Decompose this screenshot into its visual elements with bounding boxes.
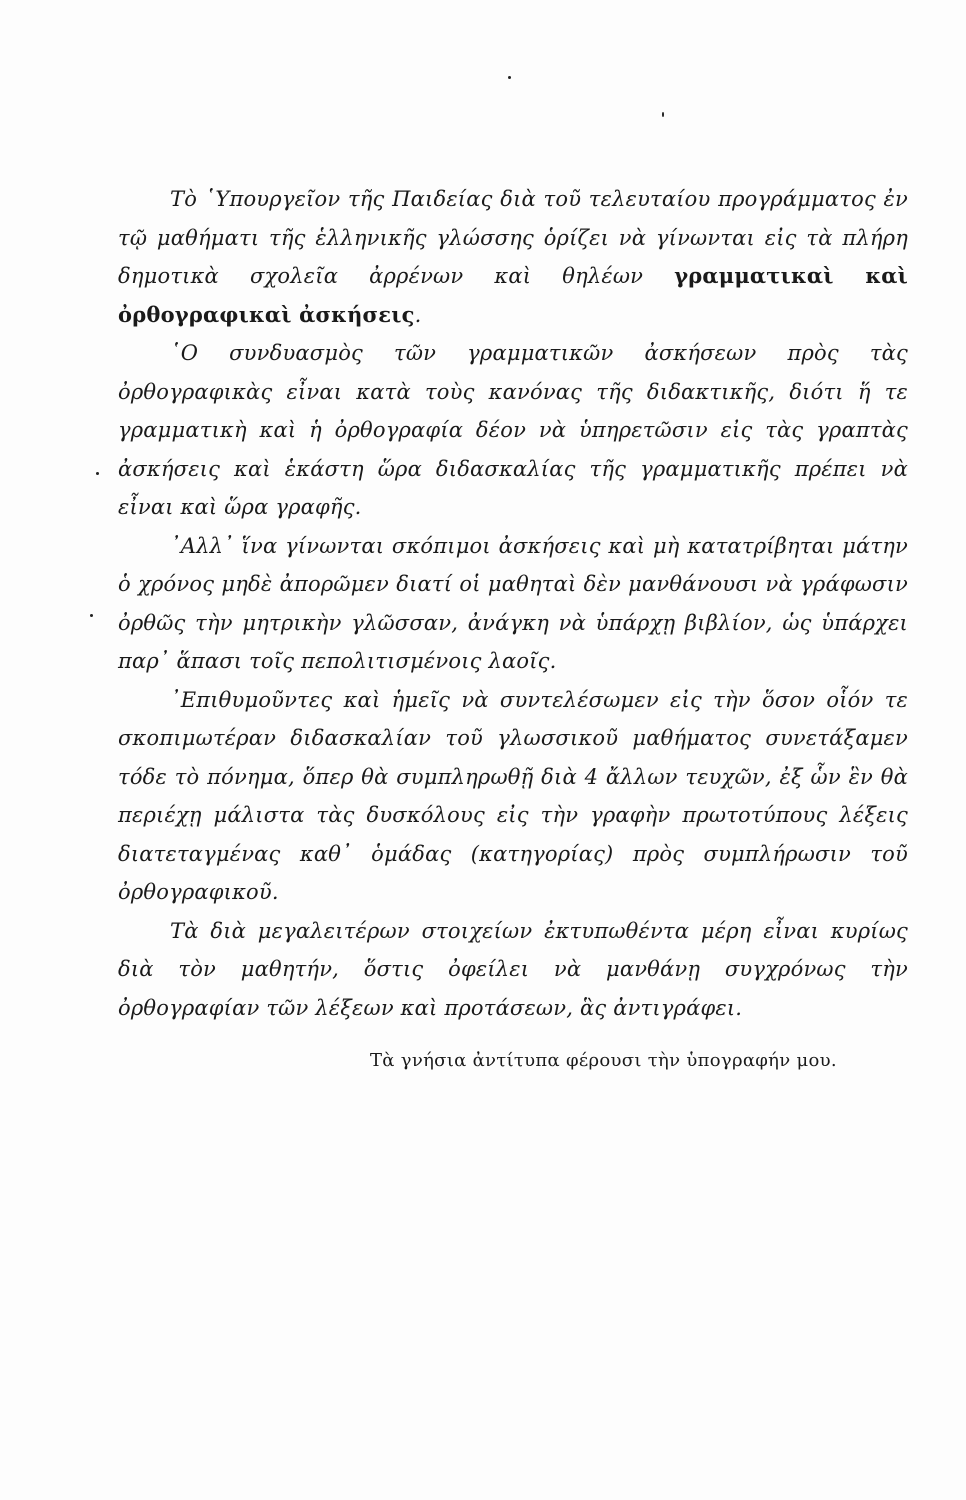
print-speck	[90, 614, 93, 617]
print-speck	[96, 472, 99, 475]
paragraph-1	[118, 180, 908, 334]
paragraph-5: Τὰ διὰ μεγαλειτέρων στοιχείων ἐκτυπωθέντα μέρη εἶναι κυρίως διὰ τὸν μαθητήν, ὅστις ὀφείλει νὰ μανθάνῃ συγχρόνως τὴν ὀρθογραφίαν τῶν λέξεων καὶ προτάσεων, ἃς ἀντιγράφει.	[118, 918, 908, 1020]
paragraph-1-end: .	[414, 302, 422, 327]
signature-note: Τὰ γνήσια ἀντίτυπα φέρουσι τὴν ὑπογραφήν μου.	[370, 1050, 837, 1071]
paragraph-2: ῾Ο συνδυασμὸς τῶν γραμματικῶν ἀσκήσεων πρὸς τὰς ὀρθογραφικὰς εἶναι κατὰ τοὺς κανόνας τῆς διδακτικῆς, διότι ἥ τε γραμματικὴ καὶ ἡ ὀρθογραφία δέον νὰ ὑπηρετῶσιν εἰς τὰς γραπτὰς ἀσκήσεις καὶ ἑκάστη ὥρα διδασκαλίας τῆς γραμματικῆς πρέπει νὰ εἶναι καὶ ὥρα γραφῆς.	[118, 341, 908, 519]
paragraph-3: ᾿Αλλ᾿ ἵνα γίνωνται σκόπιμοι ἀσκήσεις καὶ μὴ κατατρίβηται μάτην ὁ χρόνος μηδὲ ἀπορῶμεν διατί οἱ μαθηταὶ δὲν μανθάνουσι νὰ γράφωσιν ὀρθῶς τὴν μητρικὴν γλῶσσαν, ἀνάγκη νὰ ὑπάρχῃ βιβλίον, ὡς ὑπάρχει παρ᾿ ἅπασι τοῖς πεπολιτισμένοις λαοῖς.	[118, 533, 908, 673]
print-speck	[508, 76, 511, 79]
print-speck	[662, 112, 664, 117]
paragraph-4: ᾿Επιθυμοῦντες καὶ ἡμεῖς νὰ συντελέσωμεν εἰς τὴν ὅσον οἷόν τε σκοπιμωτέραν διδασκαλίαν τοῦ γλωσσικοῦ μαθήματος συνετάξαμεν τόδε τὸ πόνημα, ὅπερ θὰ συμπληρωθῇ διὰ 4 ἄλλων τευχῶν, ἐξ ὧν ἓν θὰ περιέχῃ μάλιστα τὰς δυσκόλους εἰς τὴν γραφὴν πρωτοτύπους λέξεις διατεταγμένας καθ᾿ ὁμάδας (κατηγορίας) πρὸς συμπλήρωσιν τοῦ ὀρθογραφικοῦ.	[118, 687, 908, 904]
paragraph-1-text: Τὸ ῾Υπουργεῖον τῆς Παιδείας διὰ τοῦ τελευταίου προγράμματος ἐν τῷ μαθήματι τῆς ἑλληνικῆς γλώσσης ὁρίζει νὰ γίνωνται εἰς τὰ πλήρη δημοτικὰ σχολεῖα ἀρρένων καὶ θηλέων	[118, 187, 908, 288]
preface-body	[118, 180, 908, 1027]
paragraph-1-emphasis: γραμματικαὶ καὶ ὀρθογραφικαὶ ἀσκήσεις	[118, 263, 908, 327]
